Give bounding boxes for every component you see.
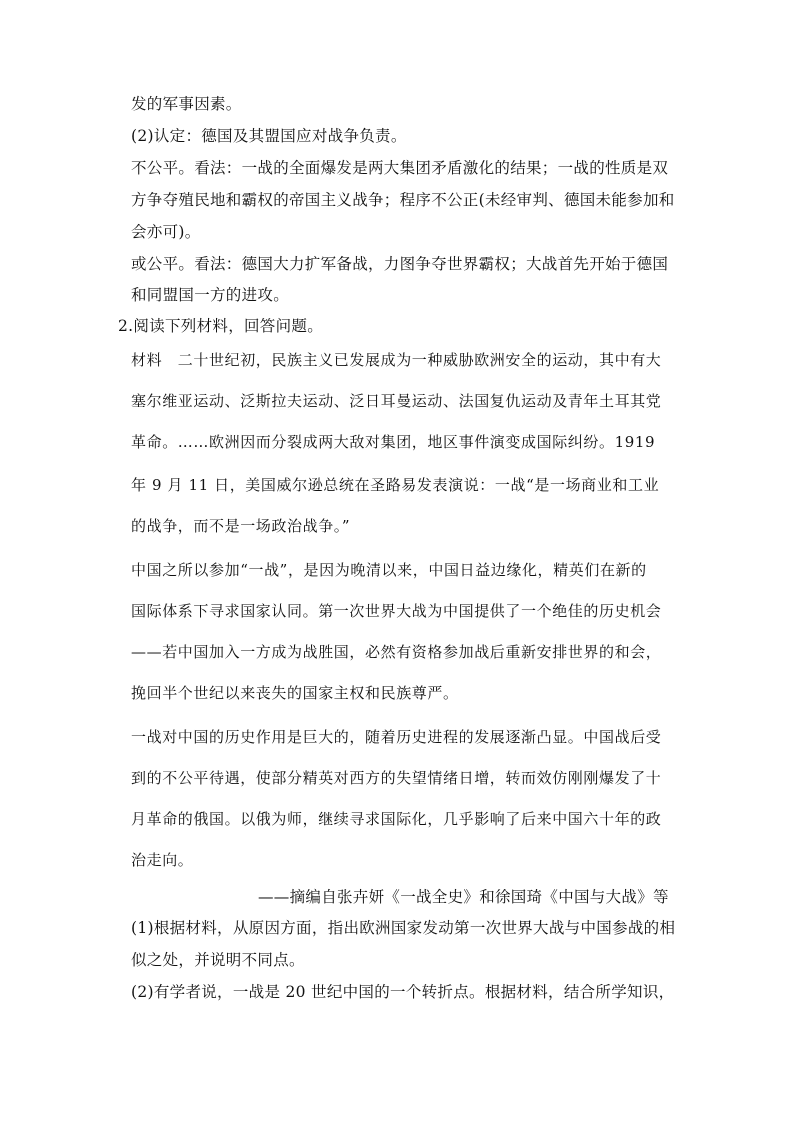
answer-line: 会亦可)。 — [131, 223, 201, 241]
question-title: 2.阅读下列材料，回答问题。 — [118, 317, 323, 335]
material-line: 国际体系下寻求国家认同。第一次世界大战为中国提供了一个绝佳的历史机会 — [131, 602, 662, 620]
sub-question-line: (2)有学者说，一战是 20 世纪中国的一个转折点。根据材料，结合所学知识， — [131, 983, 675, 1001]
sub-question-line: (1)根据材料，从原因方面，指出欧洲国家发动第一次世界大战与中国参战的相 — [131, 919, 676, 937]
material-line: 到的不公平待遇，使部分精英对西方的失望情绪日增，转而效仿刚刚爆发了十 — [131, 769, 662, 787]
answer-line: 不公平。看法：一战的全面爆发是两大集团矛盾激化的结果；一战的性质是双 — [131, 159, 669, 177]
material-line: 中国之所以参加“一战”，是因为晚清以来，中国日益边缘化，精英们在新的 — [131, 561, 647, 579]
material-line: 塞尔维亚运动、泛斯拉夫运动、泛日耳曼运动、法国复仇运动及青年土耳其党 — [131, 392, 662, 410]
material-line: 挽回半个世纪以来丧失的国家主权和民族尊严。 — [131, 684, 459, 702]
material-line: 治走向。 — [131, 851, 194, 869]
material-line: 一战对中国的历史作用是巨大的，随着历史进程的发展逐渐凸显。中国战后受 — [131, 728, 662, 746]
answer-line: 方争夺殖民地和霸权的帝国主义战争；程序不公正(未经审判、德国未能参加和 — [131, 191, 675, 209]
material-line: 材料 二十世纪初，民族主义已发展成为一种威胁欧洲安全的运动，其中有大 — [131, 351, 662, 369]
material-line: ——若中国加入一方成为战胜国，必然有资格参加战后重新安排世界的和会， — [131, 643, 662, 661]
material-line: 月革命的俄国。以俄为师，继续寻求国际化，几乎影响了后来中国六十年的政 — [131, 810, 662, 828]
material-line: 年 9 月 11 日，美国威尔逊总统在圣路易发表演说：一战“是一场商业和工业 — [131, 476, 660, 494]
sub-question-line: 似之处，并说明不同点。 — [131, 951, 305, 969]
material-line: 的战争，而不是一场政治战争。” — [131, 517, 351, 535]
source-citation: ——摘编自张卉妍《一战全史》和徐国琦《中国与大战》等 — [258, 888, 669, 906]
answer-line: 或公平。看法：德国大力扩军备战，力图争夺世界霸权；大战首先开始于德国 — [131, 255, 669, 273]
answer-line: 和同盟国一方的进攻。 — [131, 286, 290, 304]
material-line: 革命。……欧洲因而分裂成两大敌对集团，地区事件演变成国际纠纷。1919 — [131, 433, 656, 451]
answer-line: 发的军事因素。 — [131, 95, 242, 113]
answer-line: (2)认定：德国及其盟国应对战争负责。 — [131, 127, 407, 145]
